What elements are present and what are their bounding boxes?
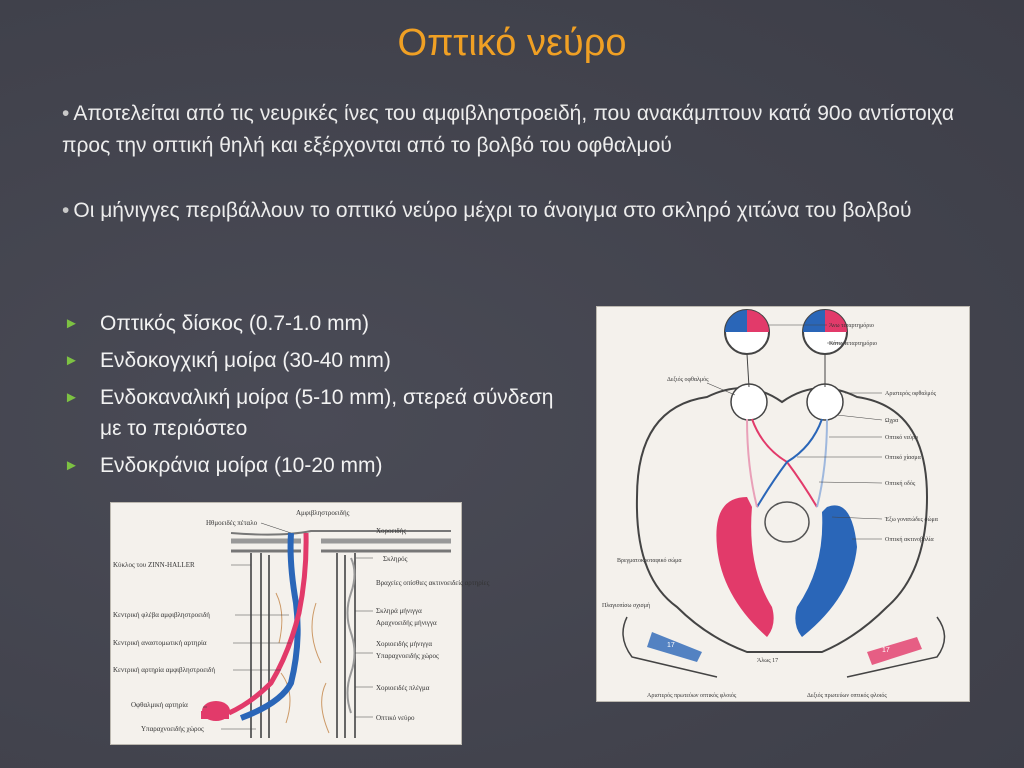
label-ophthalmic-artery: Οφθαλμική αρτηρία bbox=[131, 701, 188, 709]
label-lgn: Έξω γονατώδες σώμα bbox=[885, 517, 938, 523]
label-dura: Σκληρά μήνιγγα bbox=[376, 607, 422, 615]
paragraph-1 bbox=[62, 98, 954, 162]
label-arachnoid: Αραχνοειδής μήνιγγα bbox=[376, 619, 437, 627]
label-choroid-plexus: Χοριοειδές πλέγμα bbox=[376, 684, 430, 692]
optic-nerve-section-figure bbox=[111, 503, 490, 744]
list-item-text: Οπτικός δίσκος (0.7-1.0 mm) bbox=[100, 312, 370, 335]
paragraph-text: Αποτελείται από τις νευρικές ίνες του αμφιβληστροειδή, που ανακάμπτουν κατά 90ο αντίστοιχα προς την οπτική θηλή και εξέρχονται από το βολβό του οφθαλμού bbox=[62, 102, 954, 157]
label-subarachnoid-right: Υπαραχνοειδής χώρος bbox=[376, 652, 439, 660]
area-17-right: 17 bbox=[882, 647, 890, 654]
label-left-cortex: Αριστερός πρωτεύων οπτικός φλοιός bbox=[647, 693, 737, 699]
segment-list bbox=[62, 308, 562, 487]
list-item bbox=[62, 345, 562, 376]
triangle-bullet-icon: ► bbox=[64, 457, 79, 474]
list-item bbox=[62, 308, 562, 339]
label-optic-chiasm: Οπτικό χίασμα bbox=[885, 455, 921, 461]
list-item-text: Ενδοκράνια μοίρα (10-20 mm) bbox=[100, 454, 383, 477]
list-item bbox=[62, 450, 562, 481]
list-item-text: Ενδοκαναλική μοίρα (5-10 mm), στερεά σύνδεση με το περιόστεο bbox=[100, 386, 554, 440]
label-right-eye: Δεξιός οφθαλμός bbox=[667, 377, 709, 383]
label-optic-radiation: Οπτική ακτινοβολία bbox=[885, 537, 934, 543]
label-subarachnoid-left: Υπαραχνοειδής χώρος bbox=[141, 725, 204, 733]
label-optic-tract: Οπτική οδός bbox=[885, 481, 916, 487]
list-item-text: Ενδοκογχική μοίρα (30-40 mm) bbox=[100, 349, 391, 372]
label-ethmoid-plate: Ηθμοειδές πέταλο bbox=[206, 519, 258, 527]
label-lower-quadrant: Κάτω τεταρτημόριο bbox=[829, 341, 877, 347]
label-pia: Χοριοειδής μήνιγγα bbox=[376, 640, 433, 648]
label-right-cortex: Δεξιός πρωτεύων οπτικός φλοιός bbox=[807, 693, 887, 699]
label-zinn-haller: Κύκλος του ZINN-HALLER bbox=[113, 561, 195, 569]
label-sclera: Σκληρός bbox=[383, 555, 408, 563]
label-macula: Ωχρα bbox=[885, 418, 899, 424]
slide-title: Οπτικό νεύρο bbox=[397, 22, 627, 64]
bullet-dot: • bbox=[62, 102, 70, 125]
triangle-bullet-icon: ► bbox=[64, 315, 79, 332]
triangle-bullet-icon: ► bbox=[64, 389, 79, 406]
label-choroid: Χοροειδής bbox=[376, 527, 407, 535]
label-central-vein: Κεντρική φλέβα αμφιβληστροειδή bbox=[113, 611, 210, 619]
label-area-17: Άλως 17 bbox=[757, 658, 779, 664]
label-left-eye: Αριστερός οφθαλμός bbox=[885, 391, 936, 397]
label-calcarine: Πλαγιοπίσω σχισμή bbox=[602, 603, 651, 609]
label-upper-quadrant: Άνω τεταρτημόριο bbox=[829, 323, 874, 329]
label-parietotemporal: Βρεγματοκροταφικό σώμα bbox=[617, 558, 682, 564]
bullet-dot: • bbox=[62, 199, 70, 222]
visual-pathway-figure bbox=[597, 307, 969, 701]
label-central-artery: Κεντρική αρτηρία αμφιβληστροειδή bbox=[113, 666, 215, 674]
label-retina: Αμφιβληστροειδής bbox=[296, 509, 350, 517]
paragraph-2 bbox=[62, 195, 954, 227]
label-posterior-ciliary: Βραχείες οπίσθιες ακτινοειδείς αρτηρίες bbox=[376, 579, 490, 587]
list-item bbox=[62, 382, 562, 444]
paragraph-text: Οι μήνιγγες περιβάλλουν το οπτικό νεύρο μέχρι το άνοιγμα στο σκληρό χιτώνα του βολβού bbox=[73, 199, 912, 222]
label-anastomotic-artery: Κεντρική αναστομωτική αρτηρία bbox=[113, 639, 207, 647]
label-optic-nerve: Οπτικό νεύρο bbox=[376, 714, 415, 722]
area-17-left: 17 bbox=[667, 642, 675, 649]
label-optic-nerve-r: Οπτικό νεύρο bbox=[885, 435, 918, 441]
triangle-bullet-icon: ► bbox=[64, 352, 79, 369]
